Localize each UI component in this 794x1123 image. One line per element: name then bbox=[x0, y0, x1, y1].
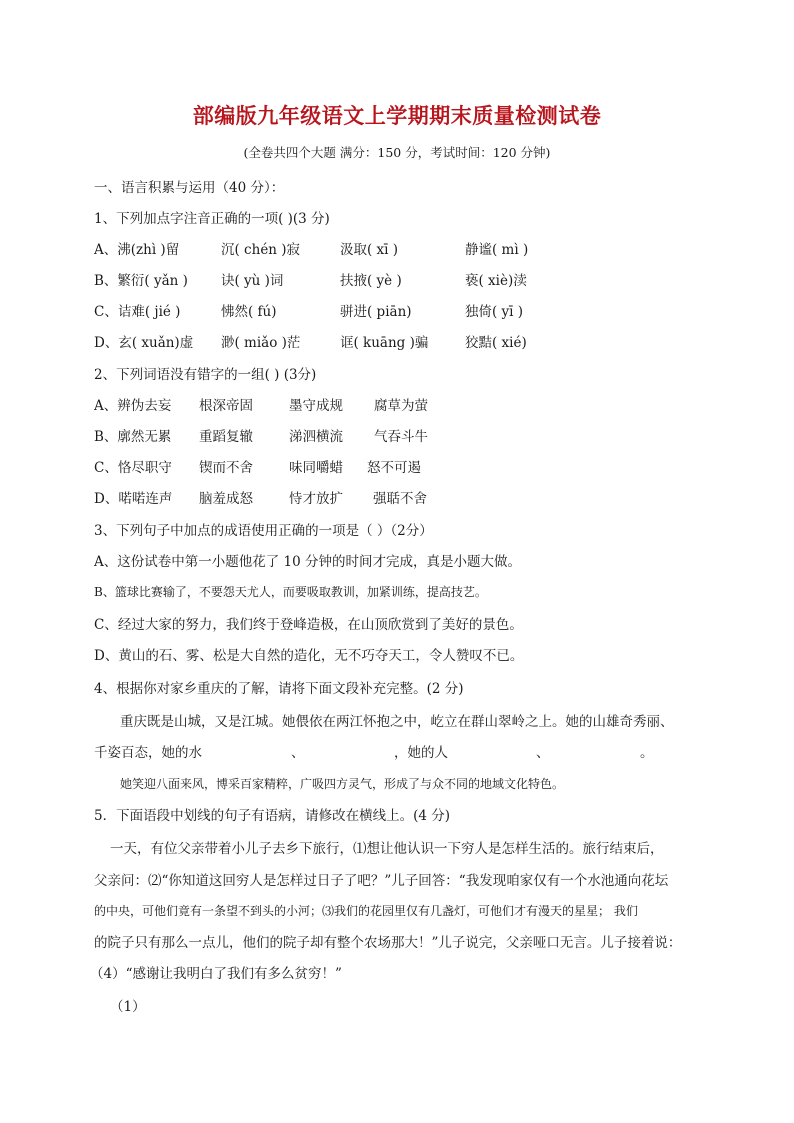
passage-text: 。 bbox=[640, 745, 654, 761]
option-cell: 骈进( piān) bbox=[340, 304, 412, 320]
question-3-stem: 3、下列句子中加点的成语使用正确的一项是（ ）（2分） bbox=[94, 523, 433, 539]
option-cell: 怒不可遏 bbox=[367, 460, 421, 476]
option-cell: B、繁衍( yǎn ) bbox=[94, 273, 188, 289]
option-cell: 根深帝固 bbox=[199, 398, 253, 414]
option-cell: 味同嚼蜡 bbox=[289, 460, 343, 476]
option-cell: 墨守成规 bbox=[289, 398, 343, 414]
option-cell: 静谧( mì ) bbox=[465, 242, 529, 258]
option-cell: 渺( miǎo )茫 bbox=[221, 335, 301, 351]
question-3-option-a: A、这份试卷中第一小题他花了 10 分钟的时间才完成，真是小题大做。 bbox=[94, 554, 522, 570]
question-1-row-d bbox=[94, 331, 694, 351]
option-cell: C、恪尽职守 bbox=[94, 460, 172, 476]
option-cell: 气吞斗牛 bbox=[374, 429, 428, 445]
question-3-option-c: C、经过大家的努力，我们终于登峰造极，在山顶欣赏到了美好的景色。 bbox=[94, 617, 523, 633]
question-5-line-2: 父亲问：⑵“你知道这回穷人是怎样过日子了吧？”儿子回答：“我发现咱家仅有一个水池通向花坛 bbox=[94, 873, 669, 889]
section-heading: 一、语言积累与运用（40 分）： bbox=[94, 180, 285, 196]
question-4-stem: 4、根据你对家乡重庆的了解，请将下面文段补充完整。(2 分) bbox=[94, 681, 464, 697]
page-subtitle: (全卷共四个大题 满分：150 分，考试时间：120 分钟) bbox=[243, 145, 551, 160]
question-5-line-4: 的院子只有那么一点儿，他们的院子却有整个农场那大！”儿子说完，父亲哑口无言。儿子接着说： bbox=[94, 935, 682, 951]
option-cell: 强聒不舍 bbox=[373, 491, 427, 507]
option-cell: A、沸(zhì )留 bbox=[94, 242, 180, 258]
option-cell: 沉( chén )寂 bbox=[221, 242, 301, 258]
answer-line-1: （1） bbox=[110, 999, 146, 1015]
option-cell: 脑羞成怒 bbox=[199, 491, 253, 507]
option-cell: C、诘难( jié ) bbox=[94, 304, 181, 320]
passage-text: 千姿百态，她的水 bbox=[94, 745, 202, 761]
question-5-line-1: 一天，有位父亲带着小儿子去乡下旅行，⑴想让他认识一下穷人是怎样生活的。旅行结束后， bbox=[110, 841, 664, 857]
question-1-row-a bbox=[94, 238, 694, 258]
question-1-row-c bbox=[94, 300, 694, 320]
option-cell: 涕泗横流 bbox=[289, 429, 343, 445]
option-cell: 重蹈复辙 bbox=[199, 429, 253, 445]
option-cell: D、玄( xuǎn)虚 bbox=[94, 335, 194, 351]
question-3-option-b: B、篮球比赛输了，不要怨天尤人，而要吸取教训，加紧训练，提高技艺。 bbox=[94, 585, 487, 599]
option-cell: 狡黠( xié) bbox=[465, 335, 527, 351]
question-1-stem: 1、下列加点字注音正确的一项( )(3 分) bbox=[94, 211, 330, 227]
option-cell: D、喏喏连声 bbox=[94, 491, 173, 507]
option-cell: B、廓然无累 bbox=[94, 429, 172, 445]
question-5-stem: 5．下面语段中划线的句子有语病，请修改在横线上。(4 分) bbox=[94, 808, 451, 824]
question-4-paragraph-1: 重庆既是山城，又是江城。她偎依在两江怀抱之中，屹立在群山翠岭之上。她的山雄奇秀丽、 bbox=[120, 714, 674, 730]
question-4-paragraph-3: 她笑迎八面来风，博采百家精粹，广吸四方灵气，形成了与众不同的地域文化特色。 bbox=[120, 777, 565, 791]
option-cell: 汲取( xī ) bbox=[340, 242, 399, 258]
option-cell: 腐草为萤 bbox=[374, 398, 428, 414]
page-title: 部编版九年级语文上学期期末质量检测试卷 bbox=[192, 103, 602, 128]
question-2-row-a bbox=[94, 394, 694, 414]
question-2-stem: 2、下列词语没有错字的一组( ) (3分) bbox=[94, 367, 317, 383]
option-cell: 锲而不舍 bbox=[199, 460, 253, 476]
option-cell: 扶掖( yè ) bbox=[340, 273, 402, 289]
question-5-line-5: （4）“感谢让我明白了我们有多么贫穷！” bbox=[90, 966, 342, 982]
option-cell: 诀( yù )词 bbox=[221, 273, 284, 289]
passage-text: ，她的人 bbox=[394, 745, 448, 761]
passage-text: 、 bbox=[536, 745, 550, 761]
option-cell: 独倚( yī ) bbox=[465, 304, 524, 320]
option-cell: 诓( kuāng )骗 bbox=[340, 335, 429, 351]
question-2-row-c bbox=[94, 456, 694, 476]
question-3-option-d: D、黄山的石、雾、松是大自然的造化，无不巧夺天工，令人赞叹不已。 bbox=[94, 648, 524, 664]
passage-text: 、 bbox=[291, 745, 305, 761]
option-cell: 亵( xiè)渎 bbox=[465, 273, 527, 289]
option-cell: A、辨伪去妄 bbox=[94, 398, 172, 414]
question-4-paragraph-2 bbox=[94, 741, 694, 761]
question-2-row-d bbox=[94, 487, 694, 507]
question-2-row-b bbox=[94, 425, 694, 445]
option-cell: 恃才放扩 bbox=[289, 491, 343, 507]
question-5-line-3: 的中央，可他们竟有一条望不到头的小河；⑶我们的花园里仅有几盏灯，可他们才有漫天的星星； 我们 bbox=[94, 904, 638, 918]
option-cell: 怫然( fú) bbox=[221, 304, 277, 320]
question-1-row-b bbox=[94, 269, 694, 289]
